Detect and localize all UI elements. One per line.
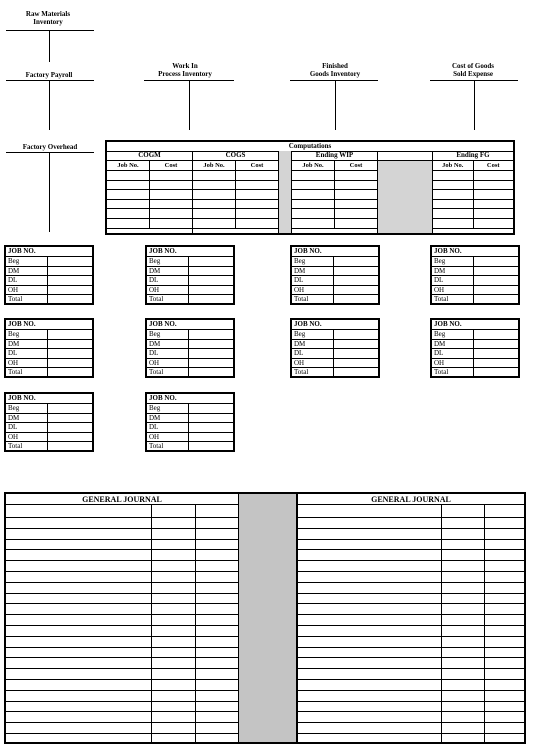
job-card-header: JOB NO. [292, 247, 378, 257]
job-card-row-label: Beg [6, 404, 48, 413]
job-card [145, 392, 235, 452]
cogm-column [107, 151, 193, 233]
job-card-header: JOB NO. [147, 394, 233, 404]
job-card-header: JOB NO. [6, 320, 92, 330]
job-card-row-label: Total [292, 368, 334, 378]
job-card-row [432, 257, 518, 267]
job-card-row [432, 368, 518, 378]
job-card-row [6, 368, 92, 378]
job-card-row [147, 433, 233, 443]
job-card-row-label: OH [292, 359, 334, 368]
computations-gap-left [279, 151, 292, 233]
job-card-row-label: Total [6, 295, 48, 305]
job-card-row-label: Beg [432, 330, 474, 339]
job-card [4, 392, 94, 452]
job-card-row [292, 340, 378, 350]
job-card-row-label: OH [432, 286, 474, 295]
job-card-row-label: Total [6, 442, 48, 452]
job-card-row-label: Total [147, 368, 189, 378]
job-card-row-label: OH [432, 359, 474, 368]
job-card-row-label: DL [6, 349, 48, 358]
job-card-row [147, 368, 233, 378]
job-card-row [292, 267, 378, 277]
job-card-row [147, 267, 233, 277]
job-card-row [292, 257, 378, 267]
general-journal-right [296, 492, 526, 744]
t-account-raw-materials-stem [49, 30, 50, 62]
job-card-row [6, 267, 92, 277]
job-card-row-label: DL [6, 423, 48, 432]
job-card-row-label: DL [292, 349, 334, 358]
job-card-row [147, 359, 233, 369]
job-card-row [292, 349, 378, 359]
ending-fg-header: Ending FG [433, 151, 513, 161]
job-card-header: JOB NO. [147, 320, 233, 330]
general-journal-left-title: GENERAL JOURNAL [6, 494, 238, 505]
job-card-row-label: OH [147, 359, 189, 368]
job-card [290, 245, 380, 305]
job-card-row [147, 442, 233, 452]
general-journal-left [4, 492, 240, 744]
t-account-factory-overhead-label: Factory Overhead [22, 143, 78, 151]
t-account-raw-materials-top [6, 30, 94, 31]
job-card-row-label: DM [147, 414, 189, 423]
cogs-column [193, 151, 279, 233]
job-card-row [292, 295, 378, 305]
journal-gap [239, 492, 296, 744]
job-card-row-label: DL [147, 349, 189, 358]
computations-gap-right [378, 151, 433, 233]
t-account-factory-payroll-label: Factory Payroll [25, 71, 73, 79]
t-account-finished-goods-label: Finished Goods Inventory [309, 62, 361, 78]
job-card-row [432, 349, 518, 359]
job-card-row-label: Total [292, 295, 334, 305]
job-card-row [292, 276, 378, 286]
cogs-header: COGS [193, 151, 278, 161]
job-card-row-label: DM [6, 340, 48, 349]
job-card-row [6, 423, 92, 433]
t-account-factory-payroll-stem [49, 80, 50, 130]
t-account-finished-goods-stem [335, 80, 336, 130]
job-card-row-label: OH [292, 286, 334, 295]
job-card [430, 318, 520, 378]
job-card-header: JOB NO. [6, 247, 92, 257]
job-card-row [432, 330, 518, 340]
job-card-row [6, 286, 92, 296]
job-card-row [432, 286, 518, 296]
job-card-row [432, 359, 518, 369]
job-card-row [292, 359, 378, 369]
job-card-row-label: OH [6, 286, 48, 295]
job-card-row-label: Beg [147, 404, 189, 413]
ending-fg-column [433, 151, 513, 233]
job-card-row [6, 330, 92, 340]
job-card-row-label: Total [432, 295, 474, 305]
job-card-header: JOB NO. [147, 247, 233, 257]
job-card-row-label: Beg [6, 257, 48, 266]
job-card-row-label: Total [6, 368, 48, 378]
job-card-row-label: OH [147, 433, 189, 442]
job-card-row [147, 286, 233, 296]
job-card-header: JOB NO. [292, 320, 378, 330]
cost-header: Cost [235, 161, 278, 170]
job-card-row-label: DM [6, 267, 48, 276]
job-card [145, 245, 235, 305]
job-card-row-label: DM [147, 267, 189, 276]
job-card-row [147, 340, 233, 350]
job-card-row-label: DM [6, 414, 48, 423]
t-account-cogs-stem [474, 80, 475, 130]
t-account-cogs-label: Cost of Goods Sold Expense [451, 62, 494, 78]
job-card-row [432, 276, 518, 286]
job-card-row [147, 257, 233, 267]
t-account-factory-overhead-top [6, 152, 94, 153]
job-card [145, 318, 235, 378]
cost-header: Cost [334, 161, 377, 170]
t-account-wip-label: Work In Process Inventory [158, 62, 212, 78]
job-card-row [6, 442, 92, 452]
job-card-row-label: DL [432, 349, 474, 358]
job-card-row [147, 404, 233, 414]
job-card [4, 318, 94, 378]
job-card-row [292, 286, 378, 296]
job-card-row [6, 433, 92, 443]
job-card [4, 245, 94, 305]
job-card-row-label: DL [6, 276, 48, 285]
job-card-row [147, 295, 233, 305]
t-account-factory-payroll-top [6, 80, 94, 81]
job-card-row [6, 340, 92, 350]
t-account-finished-goods-top [290, 80, 378, 81]
job-card-row [292, 330, 378, 340]
job-no-header: Job No. [302, 162, 324, 169]
job-card [290, 318, 380, 378]
job-card-row [6, 404, 92, 414]
job-card-row [147, 330, 233, 340]
job-card-row-label: Beg [292, 257, 334, 266]
job-card-header: JOB NO. [6, 394, 92, 404]
job-card [430, 245, 520, 305]
job-card-row [432, 340, 518, 350]
t-account-raw-materials-label: Raw Materials Inventory [25, 10, 71, 26]
job-card-row-label: DL [147, 276, 189, 285]
ending-wip-header: Ending WIP [292, 151, 377, 161]
job-card-row [147, 349, 233, 359]
job-card-row-label: Beg [147, 330, 189, 339]
job-card-row [147, 414, 233, 424]
job-no-header: Job No. [117, 162, 139, 169]
job-card-row-label: OH [6, 359, 48, 368]
job-card-row [147, 276, 233, 286]
job-card-row-label: DM [432, 267, 474, 276]
t-account-factory-overhead-stem [49, 152, 50, 232]
job-card-row-label: Total [432, 368, 474, 378]
job-no-header: Job No. [203, 162, 225, 169]
job-card-row-label: Beg [432, 257, 474, 266]
job-card-row-label: DL [432, 276, 474, 285]
job-card-row [292, 368, 378, 378]
computations-title: Computations [107, 142, 513, 152]
job-card-row-label: Total [147, 295, 189, 305]
job-card-row [6, 257, 92, 267]
cost-header: Cost [149, 161, 192, 170]
job-card-row [6, 359, 92, 369]
job-card-row-label: Beg [292, 330, 334, 339]
job-card-row [6, 414, 92, 424]
job-no-header: Job No. [442, 162, 464, 169]
ending-wip-column [292, 151, 378, 233]
general-journal-right-title: GENERAL JOURNAL [298, 494, 524, 505]
job-card-row-label: Total [147, 442, 189, 452]
job-card-row-label: OH [147, 286, 189, 295]
computations-table [105, 140, 515, 235]
job-card-row-label: DL [147, 423, 189, 432]
job-card-row [432, 267, 518, 277]
cost-header: Cost [473, 161, 514, 170]
cogm-header: COGM [107, 151, 192, 161]
job-card-row-label: OH [6, 433, 48, 442]
job-card-row [6, 349, 92, 359]
job-card-row-label: Beg [6, 330, 48, 339]
job-card-header: JOB NO. [432, 320, 518, 330]
job-card-row-label: DL [292, 276, 334, 285]
job-card-row [6, 276, 92, 286]
job-card-row-label: DM [292, 340, 334, 349]
job-card-row [432, 295, 518, 305]
job-card-row-label: DM [292, 267, 334, 276]
job-card-row [147, 423, 233, 433]
t-account-wip-stem [189, 80, 190, 130]
job-card-row-label: DM [147, 340, 189, 349]
job-card-row-label: Beg [147, 257, 189, 266]
job-card-header: JOB NO. [432, 247, 518, 257]
job-card-row [6, 295, 92, 305]
job-card-row-label: DM [432, 340, 474, 349]
